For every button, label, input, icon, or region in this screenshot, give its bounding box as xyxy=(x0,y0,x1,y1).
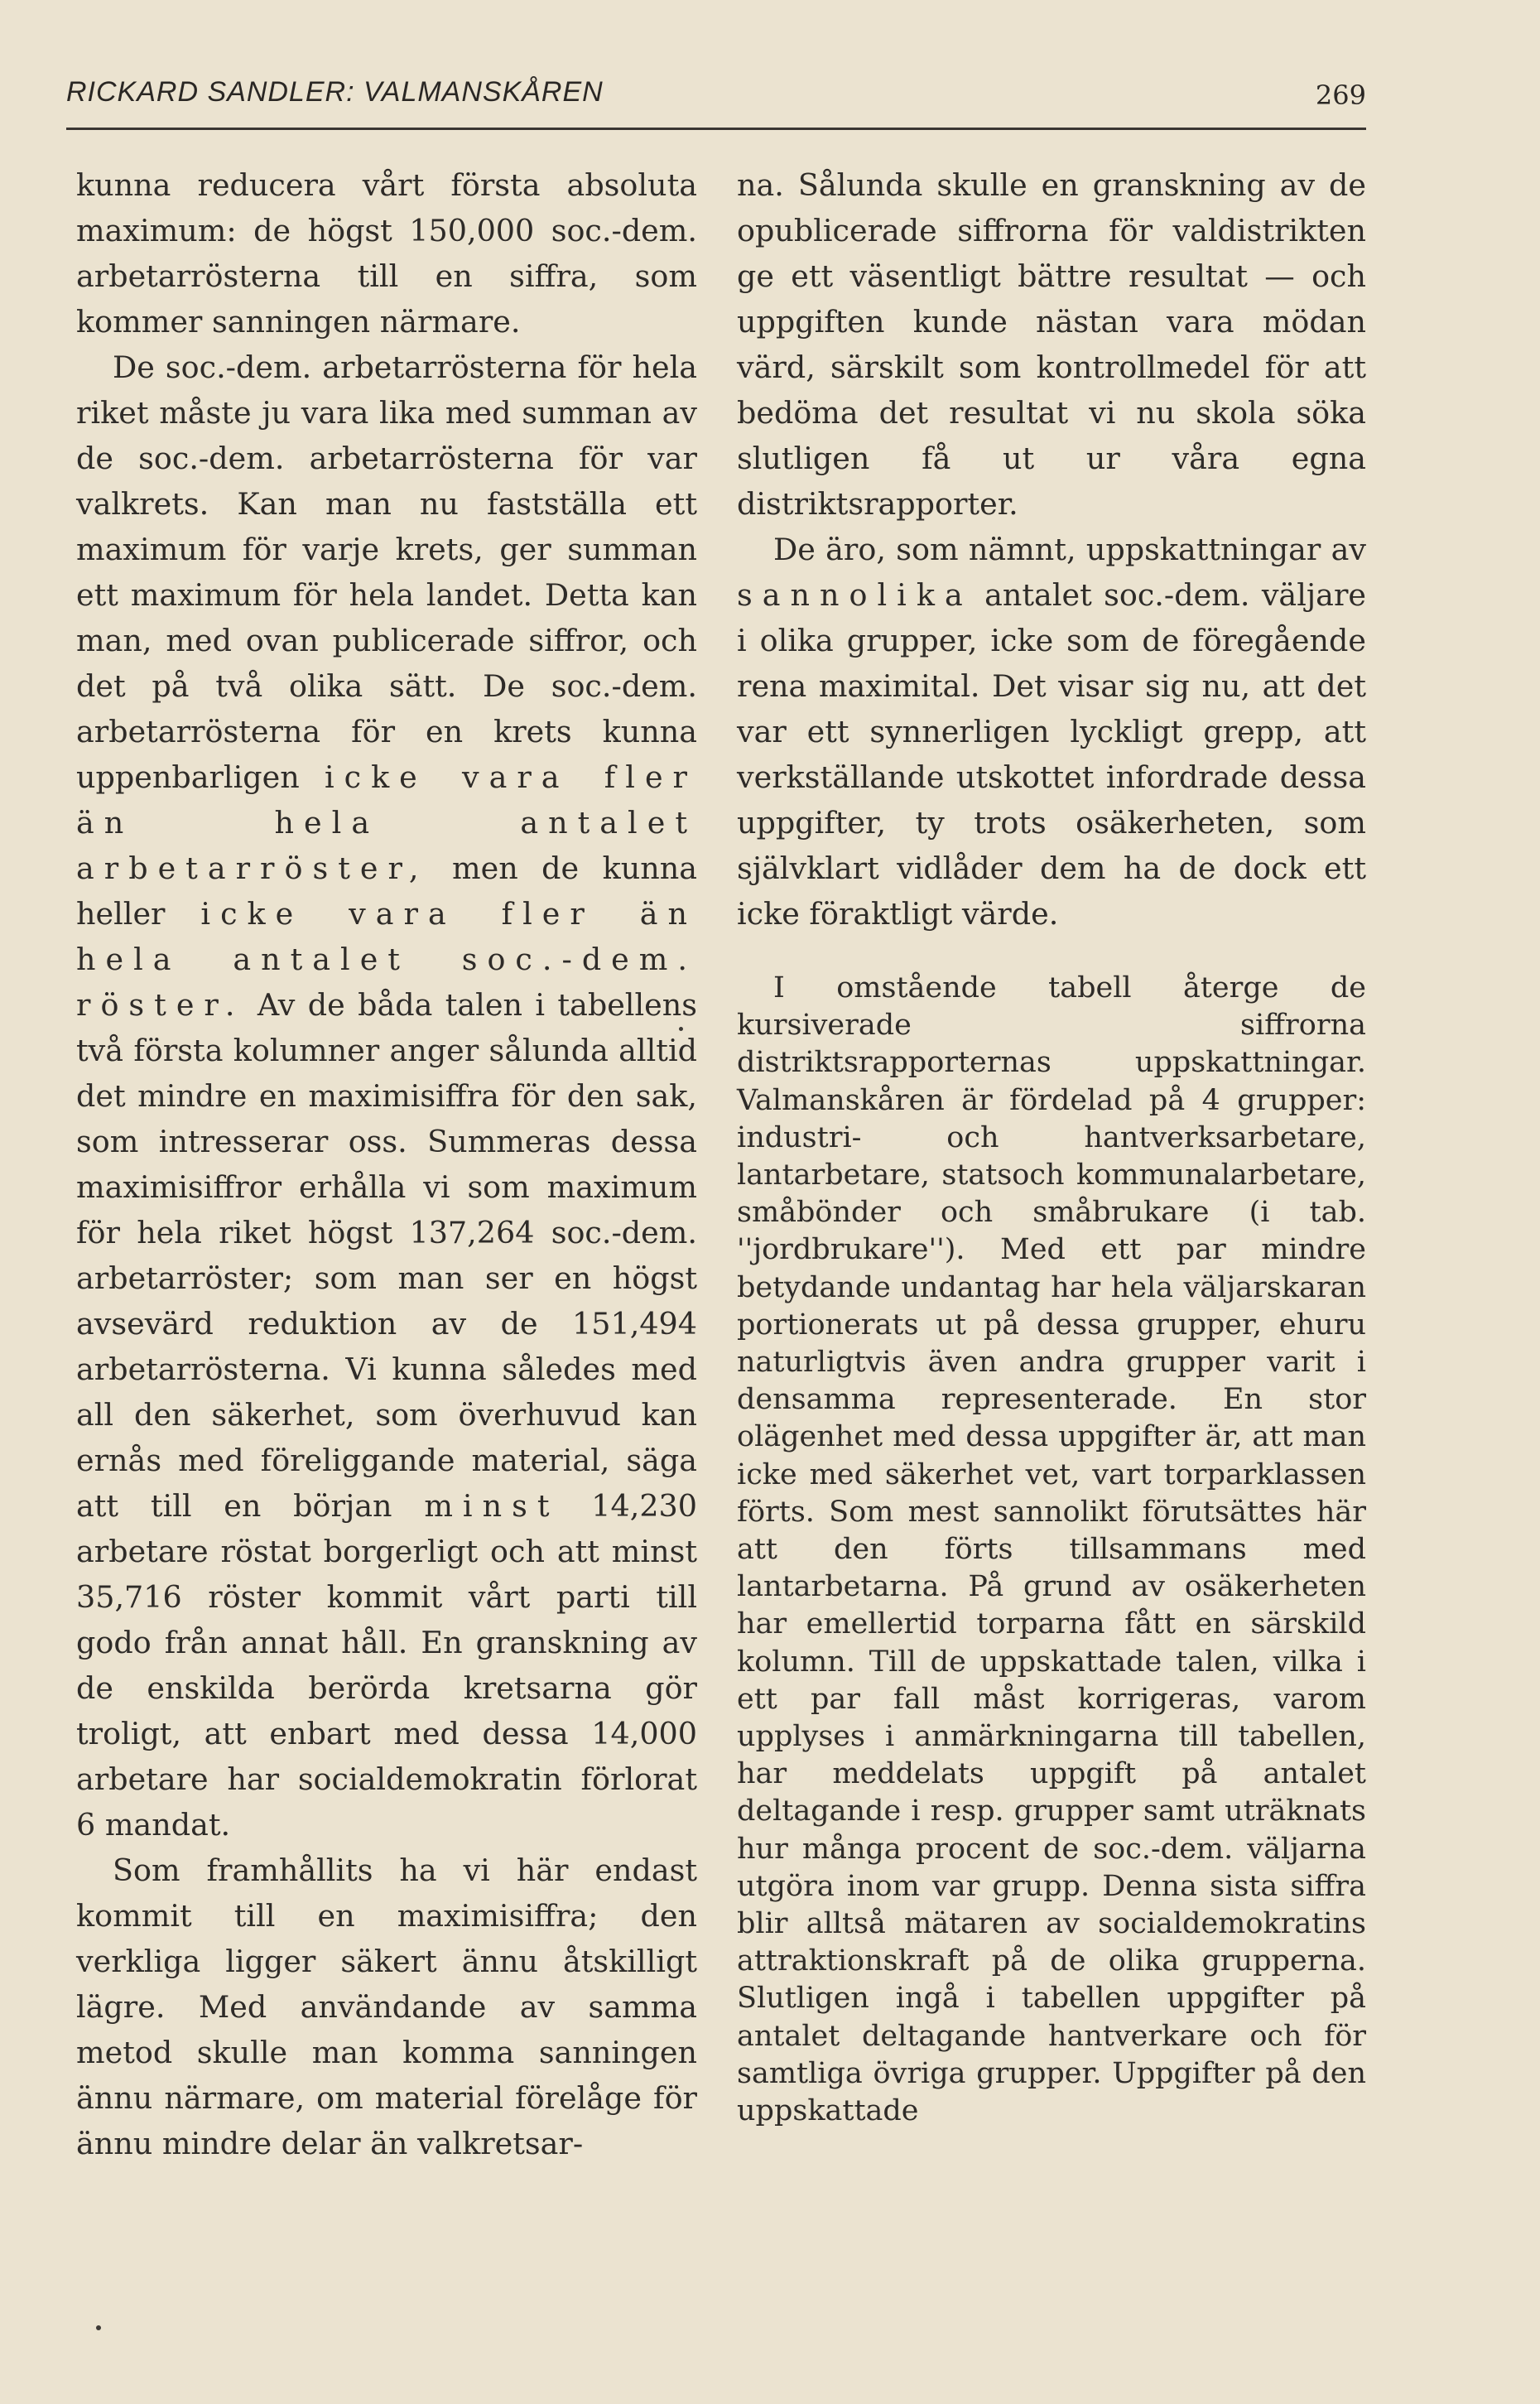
ink-speck xyxy=(96,2325,101,2330)
paragraph xyxy=(76,344,697,1848)
header-rule xyxy=(66,128,1366,130)
paragraph-text: De soc.-dem. arbetarrösterna för hela riket måste ju vara lika med summan av de soc.-dem. arbetarrösterna för var valkrets. Kan man nu fastställa ett maximum för varje krets, ger summan ett maximum för hela landet. Detta kan man, med ovan publicerade siffror, och det på två olika sätt. De soc.-dem. arbetarrösterna för en krets kunna uppenbarligen xyxy=(76,349,697,795)
spaced-emphasis: icke vara fler än hela antalet soc.-dem. röster. xyxy=(76,896,697,1023)
paragraph xyxy=(737,527,1366,937)
right-column xyxy=(737,162,1366,2130)
page-header xyxy=(66,76,1366,126)
paragraph-text: Av de båda talen i tabellens två första kolumner anger sålunda alltid det mindre en maximisiffra för den sak, som intresserar oss. Summeras dessa maximisiffror erhålla vi som maximum för hela riket högst 137,264 soc.-dem. arbetarröster; som man ser en högst avsevärd reduktion av de 151,494 arbetarrösterna. Vi kunna således med all den säkerhet, som överhuvud kan ernås med föreliggande material, säga att till en början xyxy=(76,987,697,1524)
spaced-emphasis: sannolika xyxy=(737,577,973,613)
running-title: RICKARD SANDLER: VALMANSKÅREN xyxy=(66,76,604,108)
page-number: 269 xyxy=(1315,79,1366,111)
paragraph-text: 14,230 arbetare röstat borgerligt och att minst 35,716 röster kommit vårt parti till godo från annat håll. En granskning av de enskilda berörda kretsarna gör troligt, att enbart med dessa 14,000 arbetare har socialdemokratin förlorat 6 mandat. xyxy=(76,1488,697,1843)
paragraph-text: antalet soc.-dem. väljare i olika grupper, icke som de föregående rena maximital. Det visar sig nu, att det var ett synnerligen lyckligt grepp, att verkställande utskottet infordrade dessa uppgifter, ty trots osäkerheten, som självklart vidlåder dem ha de dock ett icke föraktligt värde. xyxy=(737,577,1366,932)
spaced-emphasis: icke vara fler än hela antalet arbetarröster, xyxy=(76,759,697,886)
paragraph: I omstående tabell återge de kursiverade siffrorna distriktsrapporternas uppskattningar. Valmanskåren är fördelad på 4 grupper: industri- och hantverksarbetare, lantarbetare, statsoch kommunalarbetare, småbönder och småbrukare (i tab. ''jordbrukare''). Med ett par mindre betydande undantag har hela väljarskaran portionerats ut på dessa grupper, ehuru naturligtvis även andra grupper varit i densamma representerade. En stor olägenhet med dessa uppgifter är, att man icke med säkerhet vet, vart torparklassen förts. Som mest sannolikt förutsättes här att den förts tillsammans med lantarbetarna. På grund av osäkerheten har emellertid torparna fått en särskild kolumn. Till de uppskattade talen, vilka i ett par fall måst korrigeras, varom upplyses i anmärkningarna till tabellen, har meddelats uppgift på antalet deltagande i resp. grupper samt uträknats hur många procent de soc.-dem. väljarna utgöra inom var grupp. Denna sista siffra blir alltså mätaren av socialdemokratins attraktionskraft på de olika grupperna. Slutligen ingå i tabellen uppgifter på antalet deltagande hantverkare och för samtliga övriga grupper. Uppgifter på den uppskattade xyxy=(737,971,1366,2128)
paragraph: Som framhållits ha vi här endast kommit till en maximisiffra; den verkliga ligger säkert ännu åtskilligt lägre. Med användande av samma metod skulle man komma sanningen ännu närmare, om material förelåge för ännu mindre delar än valkretsar- xyxy=(76,1852,697,2161)
paragraph: na. Sålunda skulle en granskning av de opublicerade siffrorna för valdistrikten ge ett väsentligt bättre resultat — och uppgiften kunde nästan vara mödan värd, särskilt som kontrollmedel för att bedöma det resultat vi nu skola söka slutligen få ut ur våra egna distriktsrapporter. xyxy=(737,167,1366,522)
ink-speck xyxy=(679,1027,683,1031)
paragraph-text: men de kunna heller xyxy=(76,850,697,932)
paragraph: kunna reducera vårt första absoluta maximum: de högst 150,000 soc.-dem. arbetarrösterna till en siffra, som kommer sanningen närmare. xyxy=(76,167,697,340)
left-column xyxy=(76,162,697,2166)
paragraph-text: De äro, som nämnt, uppskattningar av xyxy=(773,532,1366,567)
spaced-emphasis: minst xyxy=(424,1488,560,1524)
